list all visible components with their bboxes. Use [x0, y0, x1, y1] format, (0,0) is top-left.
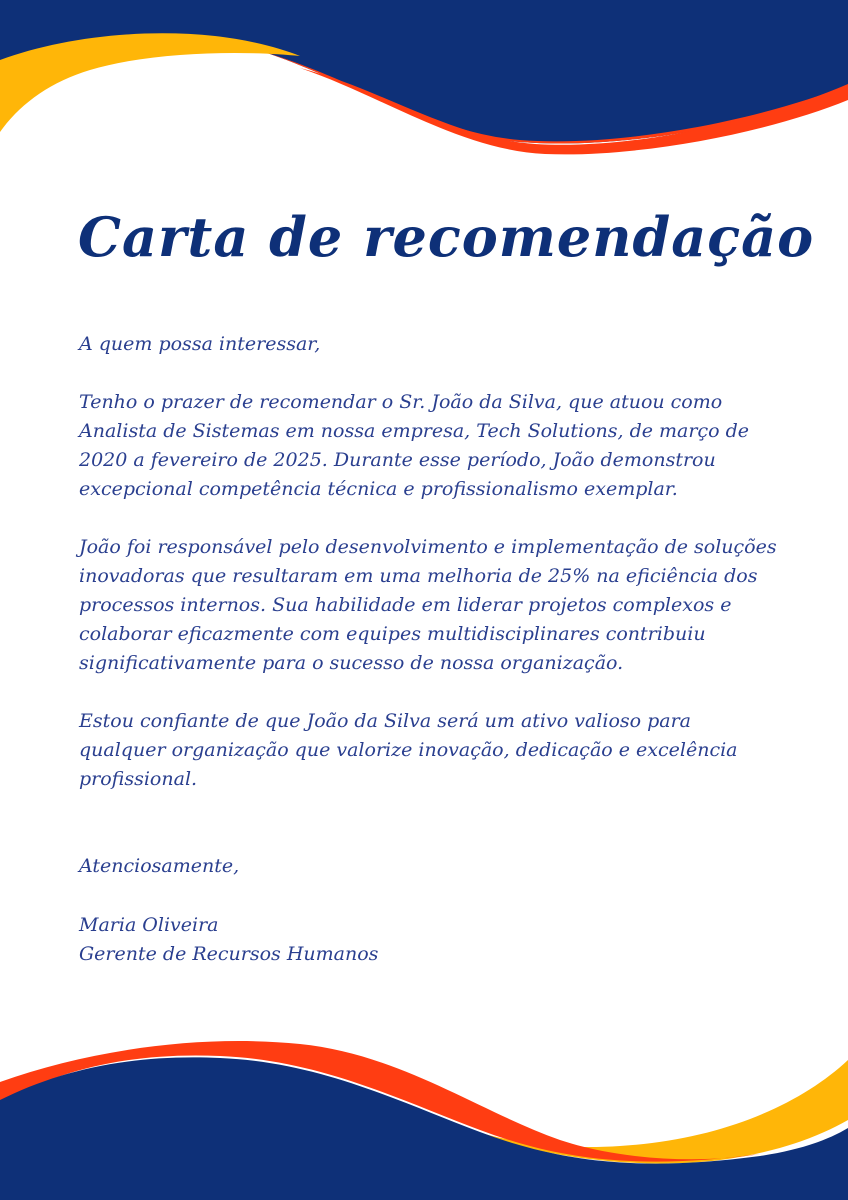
page-title: Carta de recomendação: [78, 205, 815, 269]
top-wave-decoration: [0, 0, 848, 170]
signer-title: Gerente de Recursos Humanos: [79, 943, 379, 965]
paragraph-3: Estou confiante de que João da Silva será um ativo valioso para qualquer organização que valorize inovação, dedicação e excelência profissional.: [79, 710, 738, 790]
greeting: A quem possa interessar,: [79, 333, 321, 355]
paragraph-2: João foi responsável pelo desenvolvimento e implementação de soluções inovadoras que resultaram em uma melhoria de 25% na eficiência dos processos internos. Sua habilidade em liderar projetos complexos e colaborar eficazmente com equipes multidisciplinares contribuiu significativamente para o sucesso de nossa organização.: [79, 536, 777, 674]
bottom-wave-decoration: [0, 1020, 848, 1200]
paragraph-1: Tenho o prazer de recomendar o Sr. João da Silva, que atuou como Analista de Sistemas em nossa empresa, Tech Solutions, de março de 2020 a fevereiro de 2025. Durante esse período, João demonstrou excepcional competência técnica e profissionalismo exemplar.: [79, 391, 749, 500]
letter-body: [79, 330, 779, 794]
signature-block: [79, 911, 378, 969]
signer-name: Maria Oliveira: [79, 914, 219, 936]
bottom-navy-wave: [0, 1057, 848, 1200]
closing: Atenciosamente,: [79, 855, 240, 877]
